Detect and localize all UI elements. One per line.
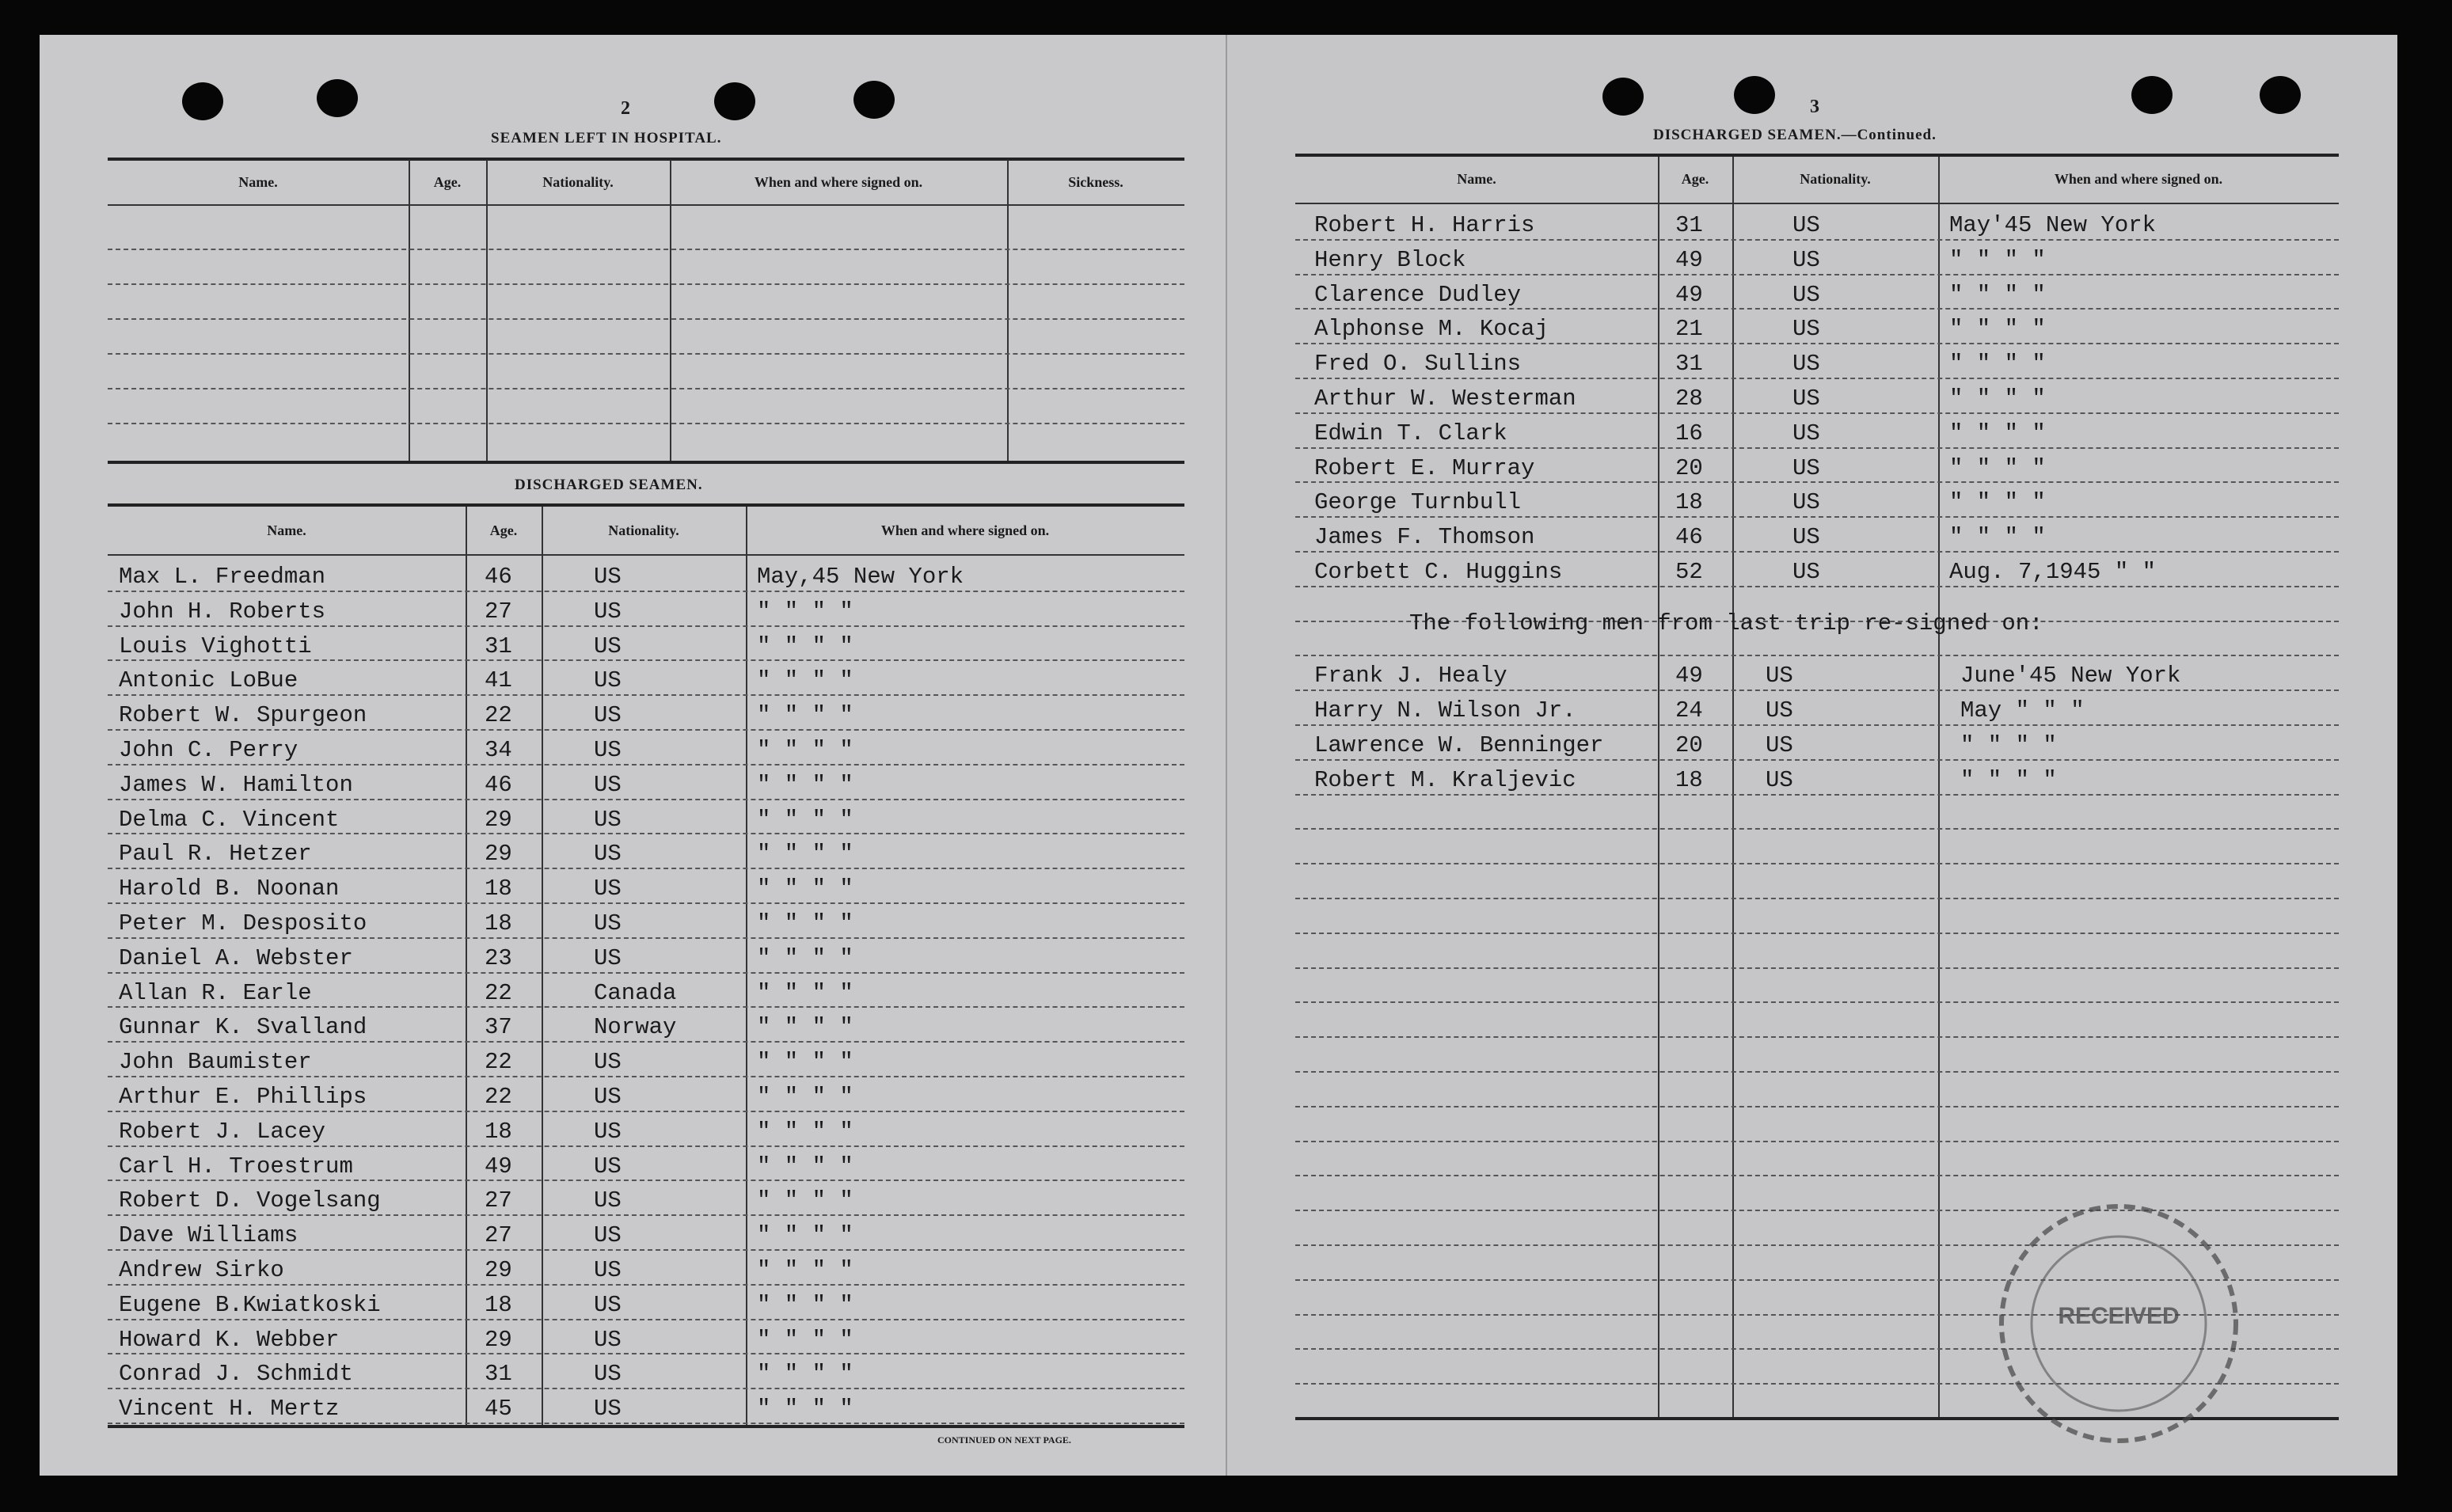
seaman-name: Vincent H. Mertz [119, 1396, 340, 1423]
seaman-age: 31 [485, 1361, 512, 1388]
row-line [108, 937, 1184, 939]
seaman-signed-on: " " " " [757, 737, 853, 763]
seaman-signed-on: " " " " [757, 979, 853, 1006]
row-line [108, 799, 1184, 800]
row-line [108, 1353, 1184, 1354]
seaman-name: Louis Vighotti [119, 633, 312, 659]
row-line [108, 591, 1184, 592]
row-line [108, 764, 1184, 765]
row-line [108, 388, 1184, 389]
seaman-nationality: US [1766, 697, 1793, 724]
row-line [108, 972, 1184, 974]
punch-hole [853, 81, 895, 119]
discharged-heading: DISCHARGED SEAMEN. [515, 477, 703, 493]
seaman-signed-on: " " " " [757, 1326, 853, 1353]
seaman-nationality: US [594, 702, 622, 729]
seaman-nationality: US [1766, 732, 1793, 758]
seaman-signed-on: Aug. 7,1945 " " [1949, 559, 2157, 585]
seaman-nationality: US [1766, 766, 1793, 793]
seaman-nationality: US [1792, 281, 1820, 308]
table-rule [108, 503, 1184, 507]
seaman-signed-on: " " " " [1949, 420, 2046, 446]
seaman-signed-on: " " " " [1949, 281, 2046, 308]
seaman-nationality: US [594, 771, 622, 798]
seaman-nationality: US [594, 1049, 622, 1076]
seaman-name: Clarence Dudley [1314, 281, 1522, 308]
row-line [1295, 828, 2339, 830]
hospital-heading: SEAMEN LEFT IN HOSPITAL. [491, 130, 722, 146]
seaman-age: 27 [485, 1222, 512, 1249]
seaman-age: 45 [485, 1396, 512, 1423]
seaman-nationality: US [1792, 559, 1820, 585]
row-line [108, 729, 1184, 731]
seaman-name: Carl H. Troestrum [119, 1153, 353, 1180]
seaman-signed-on: " " " " [757, 944, 853, 971]
seaman-signed-on: " " " " [757, 633, 853, 659]
table-rule [1295, 203, 2339, 204]
row-line [1295, 1071, 2339, 1073]
row-line [108, 1249, 1184, 1251]
column-header: Age. [433, 174, 462, 190]
column-header: Name. [1457, 171, 1496, 187]
discharged-continued-heading: DISCHARGED SEAMEN.—Continued. [1653, 127, 1937, 143]
row-line [1295, 655, 2339, 656]
seaman-signed-on: " " " " [757, 667, 853, 694]
seaman-age: 27 [485, 598, 512, 625]
column-divider [466, 507, 467, 1425]
column-divider [542, 507, 543, 1425]
column-header: Age. [1681, 171, 1709, 187]
seaman-signed-on: " " " " [757, 1014, 853, 1041]
seaman-nationality: US [594, 806, 622, 833]
seaman-name: Robert H. Harris [1314, 212, 1535, 238]
row-line [108, 1006, 1184, 1008]
column-header: Nationality. [542, 174, 614, 190]
seaman-nationality: US [1792, 246, 1820, 273]
seaman-name: Max L. Freedman [119, 564, 326, 590]
seaman-nationality: US [594, 1153, 622, 1180]
seaman-name: Robert M. Kraljevic [1314, 766, 1576, 793]
seaman-age: 21 [1675, 316, 1703, 343]
seaman-age: 29 [485, 1257, 512, 1283]
row-line [108, 1284, 1184, 1286]
column-header: When and where signed on. [880, 522, 1050, 538]
seaman-name: Arthur E. Phillips [119, 1084, 367, 1110]
seaman-nationality: US [594, 667, 622, 694]
column-divider [486, 160, 488, 461]
column-divider [409, 160, 410, 461]
table-rule [108, 204, 1184, 206]
seaman-name: Daniel A. Webster [119, 944, 353, 971]
seaman-age: 49 [1675, 281, 1703, 308]
seaman-nationality: US [594, 1084, 622, 1110]
seaman-nationality: US [594, 1222, 622, 1249]
seaman-nationality: US [594, 598, 622, 625]
seaman-signed-on: " " " " [757, 1361, 853, 1388]
seaman-nationality: Norway [594, 1014, 677, 1041]
seaman-signed-on: " " " " [757, 702, 853, 729]
row-line [1295, 447, 2339, 449]
table-rule [108, 1425, 1184, 1428]
seaman-age: 29 [485, 1326, 512, 1353]
row-line [1295, 1106, 2339, 1107]
row-line [1295, 343, 2339, 344]
seaman-age: 46 [485, 771, 512, 798]
seaman-nationality: US [1792, 212, 1820, 238]
seaman-nationality: US [594, 1361, 622, 1388]
column-divider [746, 507, 747, 1425]
seaman-name: John Baumister [119, 1049, 312, 1076]
received-stamp [1992, 1197, 2245, 1450]
seaman-nationality: US [594, 564, 622, 590]
seaman-name: Edwin T. Clark [1314, 420, 1507, 446]
seaman-name: Howard K. Webber [119, 1326, 340, 1353]
seaman-name: Fred O. Sullins [1314, 351, 1522, 378]
row-line [108, 694, 1184, 696]
seaman-name: Conrad J. Schmidt [119, 1361, 353, 1388]
row-line [108, 318, 1184, 320]
seaman-signed-on: " " " " [757, 1291, 853, 1318]
column-divider [1007, 160, 1009, 461]
table-rule [108, 461, 1184, 464]
seaman-name: Robert J. Lacey [119, 1118, 326, 1145]
row-line [108, 1111, 1184, 1112]
seaman-age: 18 [1675, 489, 1703, 516]
seaman-age: 49 [1675, 246, 1703, 273]
punch-hole [1602, 78, 1644, 116]
seaman-age: 28 [1675, 386, 1703, 412]
left-page [40, 35, 1227, 1476]
row-line [1295, 759, 2339, 761]
seaman-age: 23 [485, 944, 512, 971]
seaman-age: 22 [485, 702, 512, 729]
column-divider [670, 160, 671, 461]
seaman-name: John H. Roberts [119, 598, 326, 625]
column-header: When and where signed on. [754, 174, 923, 190]
seaman-signed-on: " " " " [1960, 732, 2057, 758]
seaman-age: 31 [1675, 212, 1703, 238]
seaman-name: Harold B. Noonan [119, 876, 340, 902]
seaman-name: Robert D. Vogelsang [119, 1187, 381, 1214]
seaman-age: 46 [1675, 524, 1703, 551]
row-line [108, 1388, 1184, 1389]
seaman-nationality: US [1792, 489, 1820, 516]
resigned-note: The following men from last trip re-signed on: [1409, 610, 2043, 637]
seaman-signed-on: " " " " [1949, 524, 2046, 551]
row-line [1295, 690, 2339, 691]
seaman-signed-on: " " " " [757, 1396, 853, 1423]
seaman-name: Harry N. Wilson Jr. [1314, 697, 1576, 724]
seaman-age: 20 [1675, 454, 1703, 481]
row-line [1295, 933, 2339, 934]
punch-hole [714, 82, 755, 120]
seaman-age: 34 [485, 737, 512, 763]
seaman-nationality: US [594, 876, 622, 902]
seaman-name: Henry Block [1314, 246, 1466, 273]
column-header: Nationality. [1800, 171, 1871, 187]
punch-hole [2260, 76, 2301, 114]
row-line [1295, 1036, 2339, 1038]
seaman-name: Eugene B.Kwiatkoski [119, 1291, 381, 1318]
row-line [108, 283, 1184, 285]
seaman-signed-on: " " " " [757, 841, 853, 868]
seaman-signed-on: " " " " [757, 1153, 853, 1180]
seaman-age: 49 [1675, 663, 1703, 690]
page-number: 3 [1810, 97, 1819, 117]
row-line [1295, 1175, 2339, 1176]
column-divider [1938, 157, 1940, 1417]
seaman-name: Andrew Sirko [119, 1257, 284, 1283]
row-line [1295, 586, 2339, 587]
seaman-age: 18 [1675, 766, 1703, 793]
seaman-name: Alphonse M. Kocaj [1314, 316, 1549, 343]
seaman-name: Robert E. Murray [1314, 454, 1535, 481]
row-line [108, 1041, 1184, 1043]
seaman-age: 22 [485, 1084, 512, 1110]
column-header: Sickness. [1068, 174, 1123, 190]
seaman-age: 52 [1675, 559, 1703, 585]
seaman-nationality: US [594, 1326, 622, 1353]
seaman-signed-on: " " " " [757, 806, 853, 833]
seaman-signed-on: " " " " [757, 598, 853, 625]
row-line [108, 423, 1184, 424]
seaman-nationality: US [594, 1396, 622, 1423]
seaman-age: 16 [1675, 420, 1703, 446]
seaman-nationality: US [1792, 386, 1820, 412]
seaman-name: Antonic LoBue [119, 667, 298, 694]
seaman-signed-on: May'45 New York [1949, 212, 2157, 238]
row-line [108, 1076, 1184, 1077]
punch-hole [182, 82, 223, 120]
seaman-nationality: US [594, 1291, 622, 1318]
seaman-name: Arthur W. Westerman [1314, 386, 1576, 412]
seaman-age: 18 [485, 876, 512, 902]
row-line [108, 249, 1184, 250]
row-line [1295, 794, 2339, 796]
seaman-signed-on: " " " " [757, 910, 853, 936]
seaman-name: James W. Hamilton [119, 771, 353, 798]
seaman-name: Corbett C. Huggins [1314, 559, 1563, 585]
column-divider [1658, 157, 1659, 1417]
row-line [108, 902, 1184, 904]
seaman-nationality: Canada [594, 979, 677, 1006]
column-header: When and where signed on. [2054, 171, 2223, 187]
seaman-signed-on: " " " " [757, 1257, 853, 1283]
seaman-name: Robert W. Spurgeon [119, 702, 367, 729]
seaman-name: Delma C. Vincent [119, 806, 340, 833]
row-line [1295, 412, 2339, 414]
seaman-age: 29 [485, 841, 512, 868]
seaman-age: 49 [485, 1153, 512, 1180]
seaman-age: 27 [485, 1187, 512, 1214]
seaman-signed-on: " " " " [757, 771, 853, 798]
seaman-signed-on: " " " " [1949, 316, 2046, 343]
seaman-nationality: US [1766, 663, 1793, 690]
seaman-age: 31 [1675, 351, 1703, 378]
punch-hole [1734, 76, 1775, 114]
column-divider [1732, 157, 1734, 1417]
column-header: Nationality. [608, 522, 679, 538]
seaman-nationality: US [594, 1118, 622, 1145]
row-line [1295, 481, 2339, 483]
seaman-age: 22 [485, 979, 512, 1006]
column-header: Name. [238, 174, 278, 190]
continued-note: CONTINUED ON NEXT PAGE. [937, 1434, 1071, 1446]
seaman-age: 41 [485, 667, 512, 694]
seaman-signed-on: " " " " [1949, 351, 2046, 378]
row-line [108, 1423, 1184, 1424]
seaman-nationality: US [1792, 420, 1820, 446]
row-line [1295, 1001, 2339, 1003]
row-line [108, 1145, 1184, 1147]
seaman-signed-on: " " " " [1949, 246, 2046, 273]
seaman-nationality: US [594, 841, 622, 868]
seaman-name: Allan R. Earle [119, 979, 312, 1006]
seaman-nationality: US [594, 1187, 622, 1214]
seaman-age: 18 [485, 910, 512, 936]
row-line [1295, 551, 2339, 553]
table-rule [1295, 154, 2339, 157]
seaman-nationality: US [1792, 454, 1820, 481]
row-line [108, 353, 1184, 355]
row-line [1295, 863, 2339, 864]
row-line [108, 659, 1184, 661]
row-line [1295, 378, 2339, 379]
seaman-signed-on: " " " " [757, 1187, 853, 1214]
column-header: Age. [489, 522, 518, 538]
seaman-signed-on: May " " " [1960, 697, 2085, 724]
row-line [108, 1319, 1184, 1320]
punch-hole [317, 79, 358, 117]
row-line [1295, 516, 2339, 518]
seaman-nationality: US [594, 1257, 622, 1283]
row-line [108, 1180, 1184, 1181]
seaman-age: 24 [1675, 697, 1703, 724]
seaman-age: 29 [485, 806, 512, 833]
punch-hole [2131, 76, 2173, 114]
stamp-label: RECEIVED [2058, 1303, 2180, 1329]
row-line [108, 1214, 1184, 1216]
page-number: 2 [621, 98, 630, 119]
seaman-age: 37 [485, 1014, 512, 1041]
seaman-age: 18 [485, 1118, 512, 1145]
seaman-age: 31 [485, 633, 512, 659]
row-line [1295, 724, 2339, 726]
row-line [1295, 274, 2339, 275]
seaman-age: 22 [485, 1049, 512, 1076]
seaman-signed-on: May,45 New York [757, 564, 964, 590]
seaman-name: Gunnar K. Svalland [119, 1014, 367, 1041]
seaman-nationality: US [1792, 351, 1820, 378]
seaman-name: John C. Perry [119, 737, 298, 763]
right-page [1227, 35, 2397, 1476]
row-line [1295, 1141, 2339, 1142]
row-line [108, 868, 1184, 869]
seaman-nationality: US [594, 737, 622, 763]
seaman-name: Lawrence W. Benninger [1314, 732, 1604, 758]
seaman-signed-on: " " " " [1949, 454, 2046, 481]
seaman-name: Peter M. Desposito [119, 910, 367, 936]
table-rule [108, 158, 1184, 161]
seaman-signed-on: " " " " [757, 1118, 853, 1145]
seaman-name: Frank J. Healy [1314, 663, 1507, 690]
seaman-signed-on: " " " " [1949, 489, 2046, 516]
seaman-nationality: US [594, 910, 622, 936]
row-line [108, 833, 1184, 834]
seaman-nationality: US [594, 633, 622, 659]
row-line [1295, 239, 2339, 241]
seaman-signed-on: " " " " [757, 1222, 853, 1249]
seaman-signed-on: June'45 New York [1960, 663, 2181, 690]
row-line [1295, 898, 2339, 899]
seaman-nationality: US [594, 944, 622, 971]
seaman-nationality: US [1792, 316, 1820, 343]
row-line [108, 625, 1184, 627]
row-line [1295, 967, 2339, 969]
row-line [1295, 308, 2339, 310]
seaman-name: James F. Thomson [1314, 524, 1535, 551]
seaman-age: 18 [485, 1291, 512, 1318]
seaman-signed-on: " " " " [757, 1084, 853, 1110]
seaman-nationality: US [1792, 524, 1820, 551]
seaman-name: Paul R. Hetzer [119, 841, 312, 868]
seaman-signed-on: " " " " [1949, 386, 2046, 412]
seaman-name: George Turnbull [1314, 489, 1522, 516]
column-header: Name. [267, 522, 306, 538]
seaman-name: Dave Williams [119, 1222, 298, 1249]
seaman-signed-on: " " " " [1960, 766, 2057, 793]
seaman-age: 20 [1675, 732, 1703, 758]
seaman-age: 46 [485, 564, 512, 590]
seaman-signed-on: " " " " [757, 876, 853, 902]
seaman-signed-on: " " " " [757, 1049, 853, 1076]
table-rule [108, 554, 1184, 556]
